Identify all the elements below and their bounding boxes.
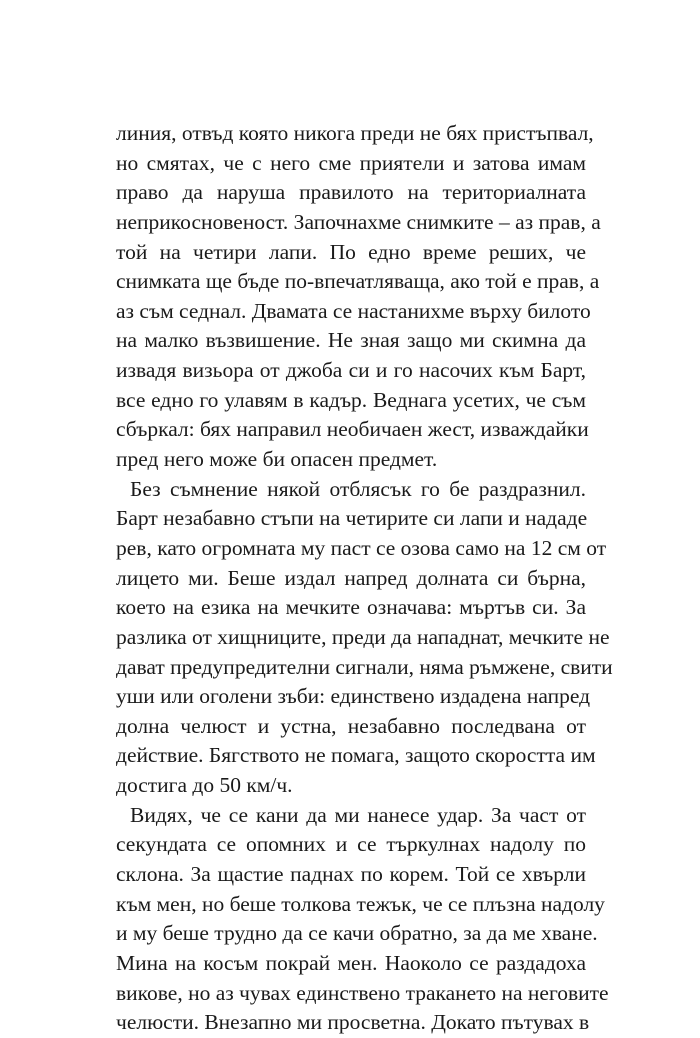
text-line: Мина на косъм покрай мен. Наоколо се раздадоха [116, 950, 586, 975]
body-text [116, 119, 613, 1038]
text-line: но смятах, че с него сме приятели и затова имам [116, 150, 586, 175]
text-line: Без съмнение някой отблясък го бе раздразнил. [130, 476, 586, 501]
text-line: челюсти. Внезапно ми просветна. Докато пътувах в [116, 1010, 590, 1035]
text-line: пред него може би опасен предмет. [116, 447, 438, 472]
paragraph [116, 475, 613, 801]
text-line: рев, като огромната му паст се озова само на 12 см от [116, 535, 607, 560]
text-line: сбъркал: бях направил необичаен жест, изваждайки [116, 417, 589, 442]
text-line: снимката ще бъде по-впечатляваща, ако той е прав, а [116, 269, 600, 294]
text-line: викове, но аз чувах единствено тракането на неговите [116, 980, 609, 1005]
text-line: Видях, че се кани да ми нанесе удар. За част от [130, 802, 586, 827]
text-line: дават предупредителни сигнали, няма ръмжене, свити [116, 654, 613, 679]
text-line: секундата се опомних и се търкулнах надолу по [116, 832, 586, 857]
text-line: той на четири лапи. По едно време реших, че [116, 239, 586, 264]
text-line: към мен, но беше толкова тежък, че се плъзна надолу [116, 891, 605, 916]
text-line: и му беше трудно да се качи обратно, за да ме хване. [116, 921, 598, 946]
paragraph [116, 801, 609, 1038]
text-line: линия, отвъд която никога преди не бях пристъпвал, [116, 121, 594, 145]
text-line: на малко възвишение. Не зная защо ми скимна да [116, 328, 586, 353]
text-line: аз съм седнал. Двамата се настанихме върху билото [116, 298, 591, 323]
text-line: уши или оголени зъби: единствено издадена напред [116, 684, 591, 709]
text-line: право да наруша правилото на териториалната [116, 180, 586, 205]
text-line: действие. Бягството не помага, защото скоростта им [116, 743, 596, 768]
text-line: достига до 50 км/ч. [116, 773, 293, 798]
text-line: лицето ми. Беше издал напред долната си бърна, [116, 565, 586, 590]
text-line: неприкосновеност. Започнахме снимките – аз прав, а [116, 209, 601, 234]
text-line: разлика от хищниците, преди да нападнат, мечките не [116, 624, 610, 649]
text-line: Барт незабавно стъпи на четирите си лапи и нададе [116, 506, 588, 531]
text-line: което на езика на мечките означава: мъртъв си. За [116, 595, 586, 620]
text-line: все едно го улавям в кадър. Веднага усетих, че съм [116, 387, 586, 412]
paragraph [116, 119, 601, 475]
text-line: склона. За щастие паднах по корем. Той се хвърли [116, 862, 586, 887]
text-line: извадя визьора от джоба си и го насочих към Барт, [116, 358, 586, 383]
text-line: долна челюст и устна, незабавно последвана от [116, 713, 586, 738]
